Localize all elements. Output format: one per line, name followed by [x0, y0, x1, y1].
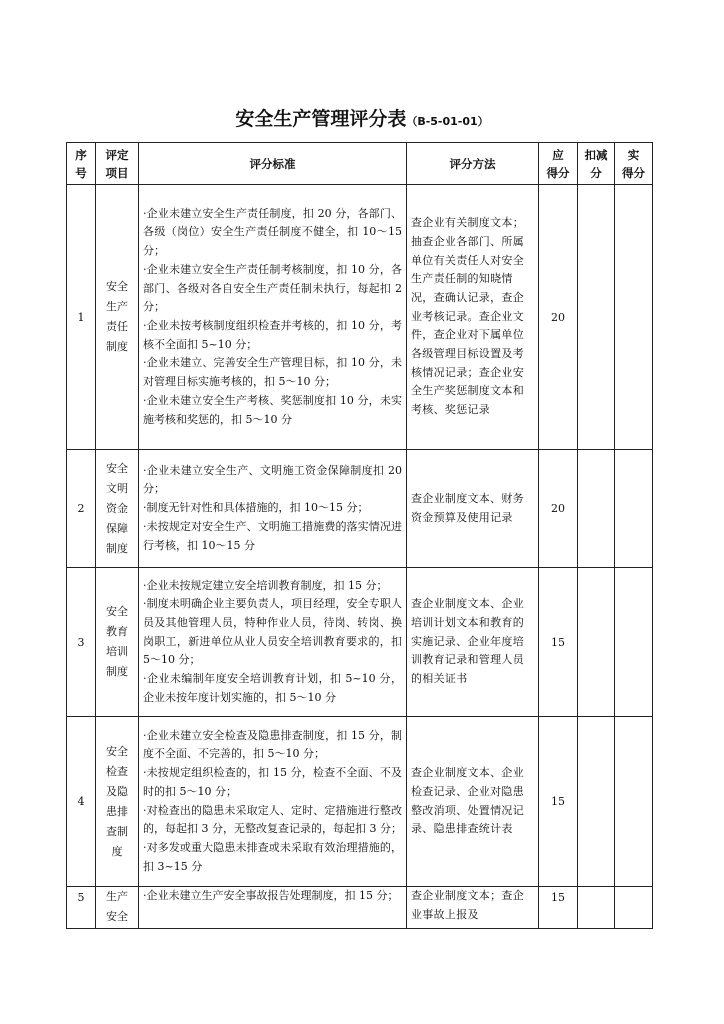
header-item: 评定 项目	[96, 143, 139, 185]
table-row	[67, 185, 653, 450]
row-number: 1	[67, 185, 96, 450]
row-standards: ·企业未建立安全检查及隐患排查制度，扣 15 分，制度不全面、不完善的，扣 5～10 分； ·未按规定组织检查的，扣 15 分，检查不全面、不及时的扣 5～10 分； ·对检查出的隐患未采取定人、定时、定措施进行整改的，每起扣 3 分，无整改复查记录的，每起扣 3 分； ·对多发或重大隐患未排查或未采取有效治理措施的，扣 3~15 分	[139, 717, 407, 887]
row-score: 20	[539, 185, 578, 450]
row-item: 安全 文明 资金 保障 制度	[96, 450, 139, 568]
row-method: 查企业制度文本、企业检查记录、企业对隐患整改消项、处置情况记录、隐患排查统计表	[407, 717, 539, 887]
row-actual-cell	[615, 717, 653, 887]
table-row	[67, 717, 653, 887]
header-score: 应 得分	[539, 143, 578, 185]
row-actual-cell	[615, 185, 653, 450]
header-standard: 评分标准	[139, 143, 407, 185]
row-method: 查企业有关制度文本；抽查企业各部门、所属单位有关责任人对安全生产责任制的知晓情况，查确认记录，查企业考核记录。查企业文件，查企业对下属单位各级管理目标设置及考核情况记录；查企业安全生产奖惩制度文本和考核、奖惩记录	[407, 185, 539, 450]
row-score: 15	[539, 568, 578, 717]
row-score: 15	[539, 717, 578, 887]
table-row	[67, 887, 653, 929]
row-deduct-cell	[578, 717, 615, 887]
row-number: 2	[67, 450, 96, 568]
row-score: 15	[539, 887, 578, 929]
row-deduct-cell	[578, 887, 615, 929]
table-row	[67, 568, 653, 717]
row-standards: ·企业未建立安全生产、文明施工资金保障制度扣 20 分； ·制度无针对性和具体措施的，扣 10～15 分； ·未按规定对安全生产、文明施工措施费的落实情况进行考核，扣 10～15 分	[139, 450, 407, 568]
row-score: 20	[539, 450, 578, 568]
row-deduct-cell	[578, 568, 615, 717]
row-method: 查企业制度文本、财务资金预算及使用记录	[407, 450, 539, 568]
row-standards: ·企业未建立生产安全事故报告处理制度，扣 15 分；	[139, 887, 407, 929]
row-method: 查企业制度文本、企业培训计划文本和教育的实施记录、企业年度培训教育记录和管理人员的相关证书	[407, 568, 539, 717]
header-method: 评分方法	[407, 143, 539, 185]
row-item: 安全 检查 及隐 患排 查制 度	[96, 717, 139, 887]
row-number: 3	[67, 568, 96, 717]
document-title	[0, 104, 724, 131]
row-standards: ·企业未按规定建立安全培训教育制度，扣 15 分； ·制度未明确企业主要负责人，项目经理，安全专职人员及其他管理人员，特种作业人员，待岗、转岗、换岗职工，新进单位从业人员安全培训教育要求的，扣 5～10 分； ·企业未编制年度安全培训教育计划，扣 5~10 分，企业未按年度计划实施的，扣 5～10 分	[139, 568, 407, 717]
row-number: 5	[67, 887, 96, 929]
row-number: 4	[67, 717, 96, 887]
header-deduct: 扣减 分	[578, 143, 615, 185]
header-actual: 实 得分	[615, 143, 653, 185]
scoring-table	[66, 142, 653, 929]
table-row	[67, 450, 653, 568]
row-deduct-cell	[578, 450, 615, 568]
row-method: 查企业制度文本；查企业事故上报及	[407, 887, 539, 929]
title-code: （B-5-01-01）	[406, 115, 489, 128]
row-actual-cell	[615, 887, 653, 929]
header-no: 序 号	[67, 143, 96, 185]
row-actual-cell	[615, 450, 653, 568]
title-main: 安全生产管理评分表	[235, 108, 407, 130]
row-item: 生产 安全	[96, 887, 139, 929]
row-item: 安全 教育 培训 制度	[96, 568, 139, 717]
header-row	[67, 143, 653, 185]
row-deduct-cell	[578, 185, 615, 450]
row-item: 安全 生产 责任 制度	[96, 185, 139, 450]
row-standards: ·企业未建立安全生产责任制度，扣 20 分，各部门、各级（岗位）安全生产责任制度不健全，扣 10～15 分； ·企业未建立安全生产责任制考核制度，扣 10 分，各部门、各级对各自安全生产责任制未执行，每起扣 2 分； ·企业未按考核制度组织检查并考核的，扣 10 分，考核不全面扣 5~10 分； ·企业未建立、完善安全生产管理目标，扣 10 分，未对管理目标实施考核的，扣 5～10 分； ·企业未建立安全生产考核、奖惩制度扣 10 分，未实施考核和奖惩的，扣 5～10 分	[139, 185, 407, 450]
row-actual-cell	[615, 568, 653, 717]
